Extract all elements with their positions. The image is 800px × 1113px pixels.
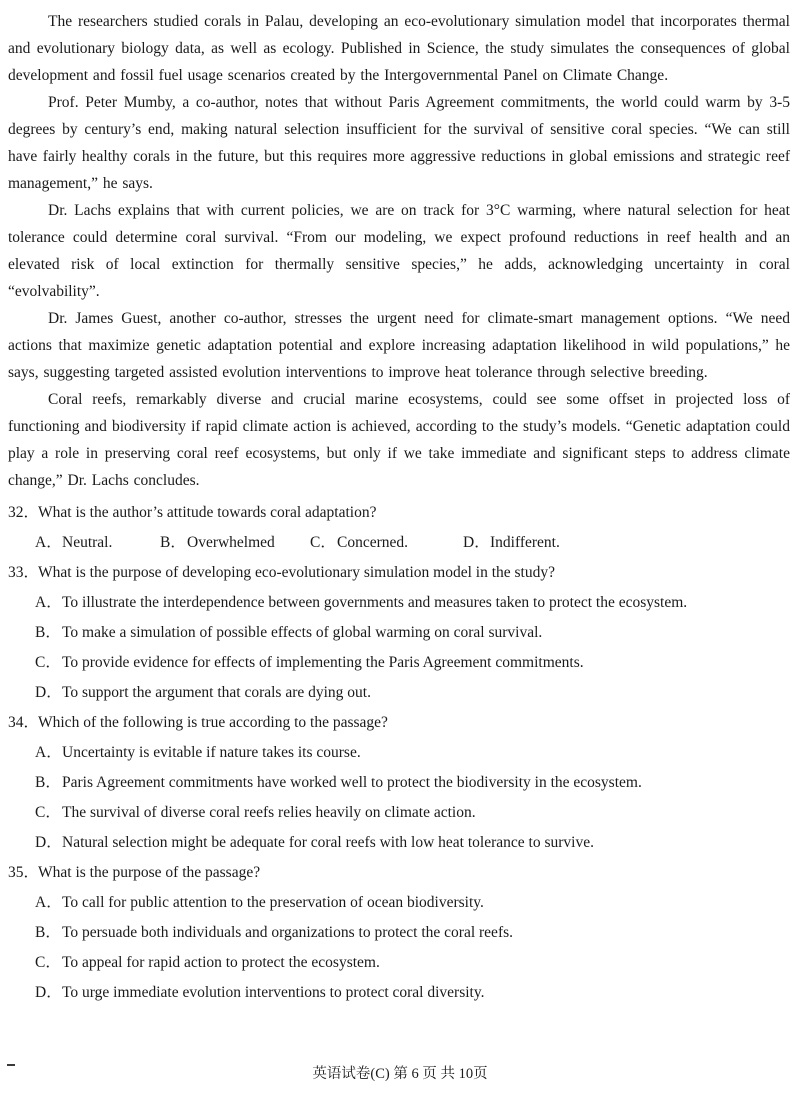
questions-section: [0, 494, 800, 1008]
option-label: D．: [35, 834, 62, 851]
option-a: [35, 528, 160, 558]
option-d: [463, 528, 560, 558]
question-32: [8, 498, 790, 558]
option-c: [310, 528, 463, 558]
option-b: [35, 768, 790, 798]
option-label: D．: [35, 984, 62, 1001]
passage-paragraph: Dr. Lachs explains that with current policies, we are on track for 3°C warming, where natural selection for heat tolerance could determine coral survival. “From our modeling, we expect profound reductions in reef health and an elevated risk of local extinction for thermally sensitive species,” he adds, acknowledging uncertainty in coral “evolvability”.: [8, 202, 790, 300]
option-label: A．: [35, 594, 62, 611]
question-35-options: [8, 888, 790, 1008]
option-text: To urge immediate evolution interventions to protect coral diversity.: [62, 984, 485, 1001]
page-footer: 英语试卷(C) 第 6 页 共 10页: [312, 1066, 488, 1082]
option-label: C．: [35, 654, 61, 671]
question-line: [8, 708, 790, 738]
question-34: [8, 708, 790, 858]
option-b: [160, 528, 310, 558]
option-text: Paris Agreement commitments have worked well to protect the biodiversity in the ecosystem.: [62, 774, 642, 791]
option-text: Concerned.: [337, 534, 409, 551]
option-a: [35, 738, 790, 768]
option-d: [35, 828, 790, 858]
option-label: C．: [35, 804, 61, 821]
option-b: [35, 618, 790, 648]
option-text: To support the argument that corals are dying out.: [62, 684, 371, 701]
passage-paragraph: Prof. Peter Mumby, a co-author, notes that without Paris Agreement commitments, the world could warm by 3-5 degrees by century’s end, making natural selection insufficient for the survival of sensitive coral species. “We can still have fairly healthy corals in the future, but this requires more aggressive reductions in global emissions and strategic reef management,” he says.: [8, 94, 790, 192]
option-text: To appeal for rapid action to protect the ecosystem.: [62, 954, 380, 971]
option-label: B．: [160, 534, 186, 551]
question-text: What is the purpose of the passage?: [38, 864, 261, 881]
option-label: C．: [310, 534, 336, 551]
question-line: [8, 558, 790, 588]
question-number: 33．: [8, 564, 40, 581]
option-d: [35, 678, 790, 708]
option-label: B．: [35, 624, 61, 641]
option-label: C．: [35, 954, 61, 971]
question-line: [8, 858, 790, 888]
question-text: What is the author’s attitude towards coral adaptation?: [38, 504, 377, 521]
question-number: 35．: [8, 864, 40, 881]
option-label: D．: [463, 534, 490, 551]
option-a: [35, 588, 790, 618]
passage-paragraph: Dr. James Guest, another co-author, stresses the urgent need for climate-smart management options. “We need actions that maximize genetic adaptation potential and explore increasing adaptation likelihood in wild populations,” he says, suggesting targeted assisted evolution interventions to improve heat tolerance through selective breeding.: [8, 310, 790, 381]
question-34-options: [8, 738, 790, 858]
option-d: [35, 978, 790, 1008]
question-32-options: [35, 528, 790, 558]
passage-paragraph: Coral reefs, remarkably diverse and crucial marine ecosystems, could see some offset in projected loss of functioning and biodiversity if rapid climate action is achieved, according to the study’s models. “Genetic adaptation could play a role in preserving coral reef ecosystems, but only if we take immediate and significant steps to address climate change,” Dr. Lachs concludes.: [8, 391, 790, 489]
option-text: To illustrate the interdependence between governments and measures taken to protect the ecosystem.: [62, 594, 688, 611]
option-label: A．: [35, 744, 62, 761]
option-text: Indifferent.: [490, 534, 560, 551]
option-text: Uncertainty is evitable if nature takes its course.: [62, 744, 361, 761]
option-label: B．: [35, 924, 61, 941]
option-text: The survival of diverse coral reefs relies heavily on climate action.: [62, 804, 476, 821]
option-c: [35, 798, 790, 828]
option-c: [35, 948, 790, 978]
option-text: To make a simulation of possible effects of global warming on coral survival.: [62, 624, 543, 641]
option-label: D．: [35, 684, 62, 701]
option-text: To persuade both individuals and organizations to protect the coral reefs.: [62, 924, 514, 941]
question-number: 32．: [8, 504, 40, 521]
option-label: A．: [35, 534, 62, 551]
question-text: What is the purpose of developing eco-evolutionary simulation model in the study?: [38, 564, 555, 581]
option-text: Overwhelmed: [187, 534, 275, 551]
option-a: [35, 888, 790, 918]
option-text: Natural selection might be adequate for coral reefs with low heat tolerance to survive.: [62, 834, 594, 851]
question-35: [8, 858, 790, 1008]
question-text: Which of the following is true according to the passage?: [38, 714, 388, 731]
question-number: 34．: [8, 714, 40, 731]
option-b: [35, 918, 790, 948]
option-label: A．: [35, 894, 62, 911]
option-c: [35, 648, 790, 678]
option-text: To call for public attention to the preservation of ocean biodiversity.: [62, 894, 484, 911]
question-line: [8, 498, 790, 528]
passage-paragraph: The researchers studied corals in Palau, developing an eco-evolutionary simulation model that incorporates thermal and evolutionary biology data, as well as ecology. Published in Science, the study simulates the consequences of global development and fossil fuel usage scenarios created by the Intergovernmental Panel on Climate Change.: [8, 13, 790, 84]
option-text: To provide evidence for effects of implementing the Paris Agreement commitments.: [62, 654, 584, 671]
question-33: [8, 558, 790, 708]
option-text: Neutral.: [62, 534, 113, 551]
option-label: B．: [35, 774, 61, 791]
reading-passage: [0, 0, 800, 494]
question-33-options: [8, 588, 790, 708]
